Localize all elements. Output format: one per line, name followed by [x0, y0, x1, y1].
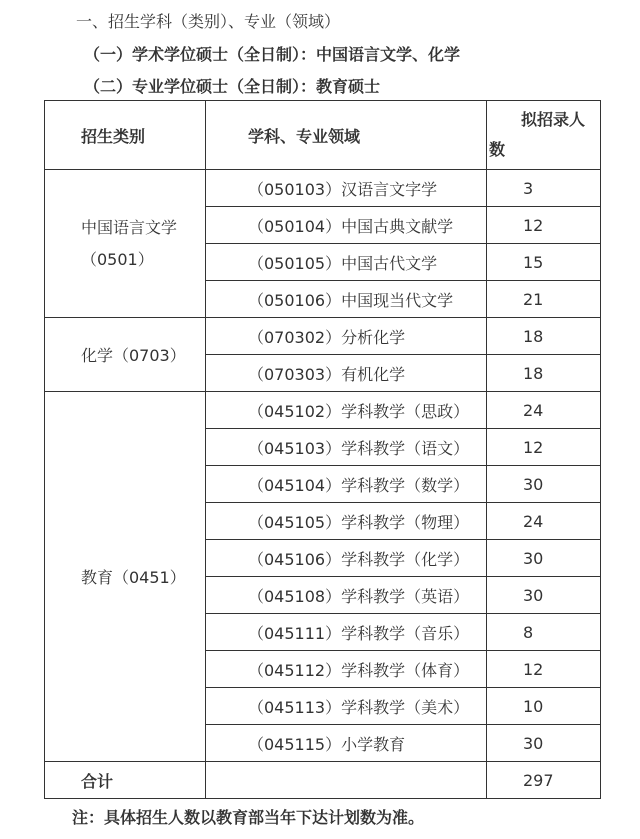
total-row [45, 762, 601, 799]
category-cell-chemistry: 化学（0703） [45, 318, 206, 392]
specialty-cell: （045104）学科教学（数学） [206, 466, 487, 503]
header-quota-line2: 数 [489, 140, 506, 159]
specialty-cell: （050105）中国古代文学 [206, 244, 487, 281]
total-empty-cell [206, 762, 487, 799]
specialty-cell: （050104）中国古典文献学 [206, 207, 487, 244]
table-row [45, 392, 601, 429]
category-cell-education: 教育（0451） [45, 392, 206, 762]
section-heading: 一、招生学科（类别）、专业（领域） [76, 12, 341, 31]
quota-cell: 15 [487, 244, 601, 281]
specialty-cell: （050106）中国现当代文学 [206, 281, 487, 318]
specialty-cell: （045102）学科教学（思政） [206, 392, 487, 429]
specialty-cell: （050103）汉语言文字学 [206, 170, 487, 207]
table-row [45, 318, 601, 355]
header-category: 招生类别 [45, 101, 206, 170]
header-quota [487, 101, 601, 170]
enrollment-table [44, 100, 601, 799]
footnote: 注：具体招生人数以教育部当年下达计划数为准。 [72, 808, 425, 827]
total-label: 合计 [45, 762, 206, 799]
specialty-cell: （045105）学科教学（物理） [206, 503, 487, 540]
quota-cell: 24 [487, 503, 601, 540]
specialty-cell: （070303）有机化学 [206, 355, 487, 392]
quota-cell: 24 [487, 392, 601, 429]
category-label: 中国语言文学 [81, 217, 178, 237]
table-header-row [45, 101, 601, 170]
specialty-cell: （045111）学科教学（音乐） [206, 614, 487, 651]
header-quota-line1: 拟招录人 [521, 110, 586, 129]
subheading-professional: （二）专业学位硕士（全日制）：教育硕士 [84, 77, 381, 96]
specialty-cell: （045113）学科教学（美术） [206, 688, 487, 725]
table-row [45, 170, 601, 207]
category-cell-chinese [45, 170, 206, 318]
quota-cell: 12 [487, 207, 601, 244]
quota-cell: 30 [487, 466, 601, 503]
quota-cell: 30 [487, 577, 601, 614]
header-specialty: 学科、专业领域 [206, 101, 487, 170]
category-code: （0501） [81, 249, 154, 269]
quota-cell: 18 [487, 355, 601, 392]
specialty-cell: （045106）学科教学（化学） [206, 540, 487, 577]
quota-cell: 30 [487, 540, 601, 577]
specialty-cell: （070302）分析化学 [206, 318, 487, 355]
quota-cell: 3 [487, 170, 601, 207]
quota-cell: 8 [487, 614, 601, 651]
subheading-academic: （一）学术学位硕士（全日制）：中国语言文学、化学 [84, 45, 461, 64]
quota-cell: 30 [487, 725, 601, 762]
quota-cell: 12 [487, 651, 601, 688]
specialty-cell: （045115）小学教育 [206, 725, 487, 762]
total-quota: 297 [487, 762, 601, 799]
specialty-cell: （045108）学科教学（英语） [206, 577, 487, 614]
quota-cell: 21 [487, 281, 601, 318]
specialty-cell: （045112）学科教学（体育） [206, 651, 487, 688]
specialty-cell: （045103）学科教学（语文） [206, 429, 487, 466]
quota-cell: 18 [487, 318, 601, 355]
quota-cell: 12 [487, 429, 601, 466]
quota-cell: 10 [487, 688, 601, 725]
